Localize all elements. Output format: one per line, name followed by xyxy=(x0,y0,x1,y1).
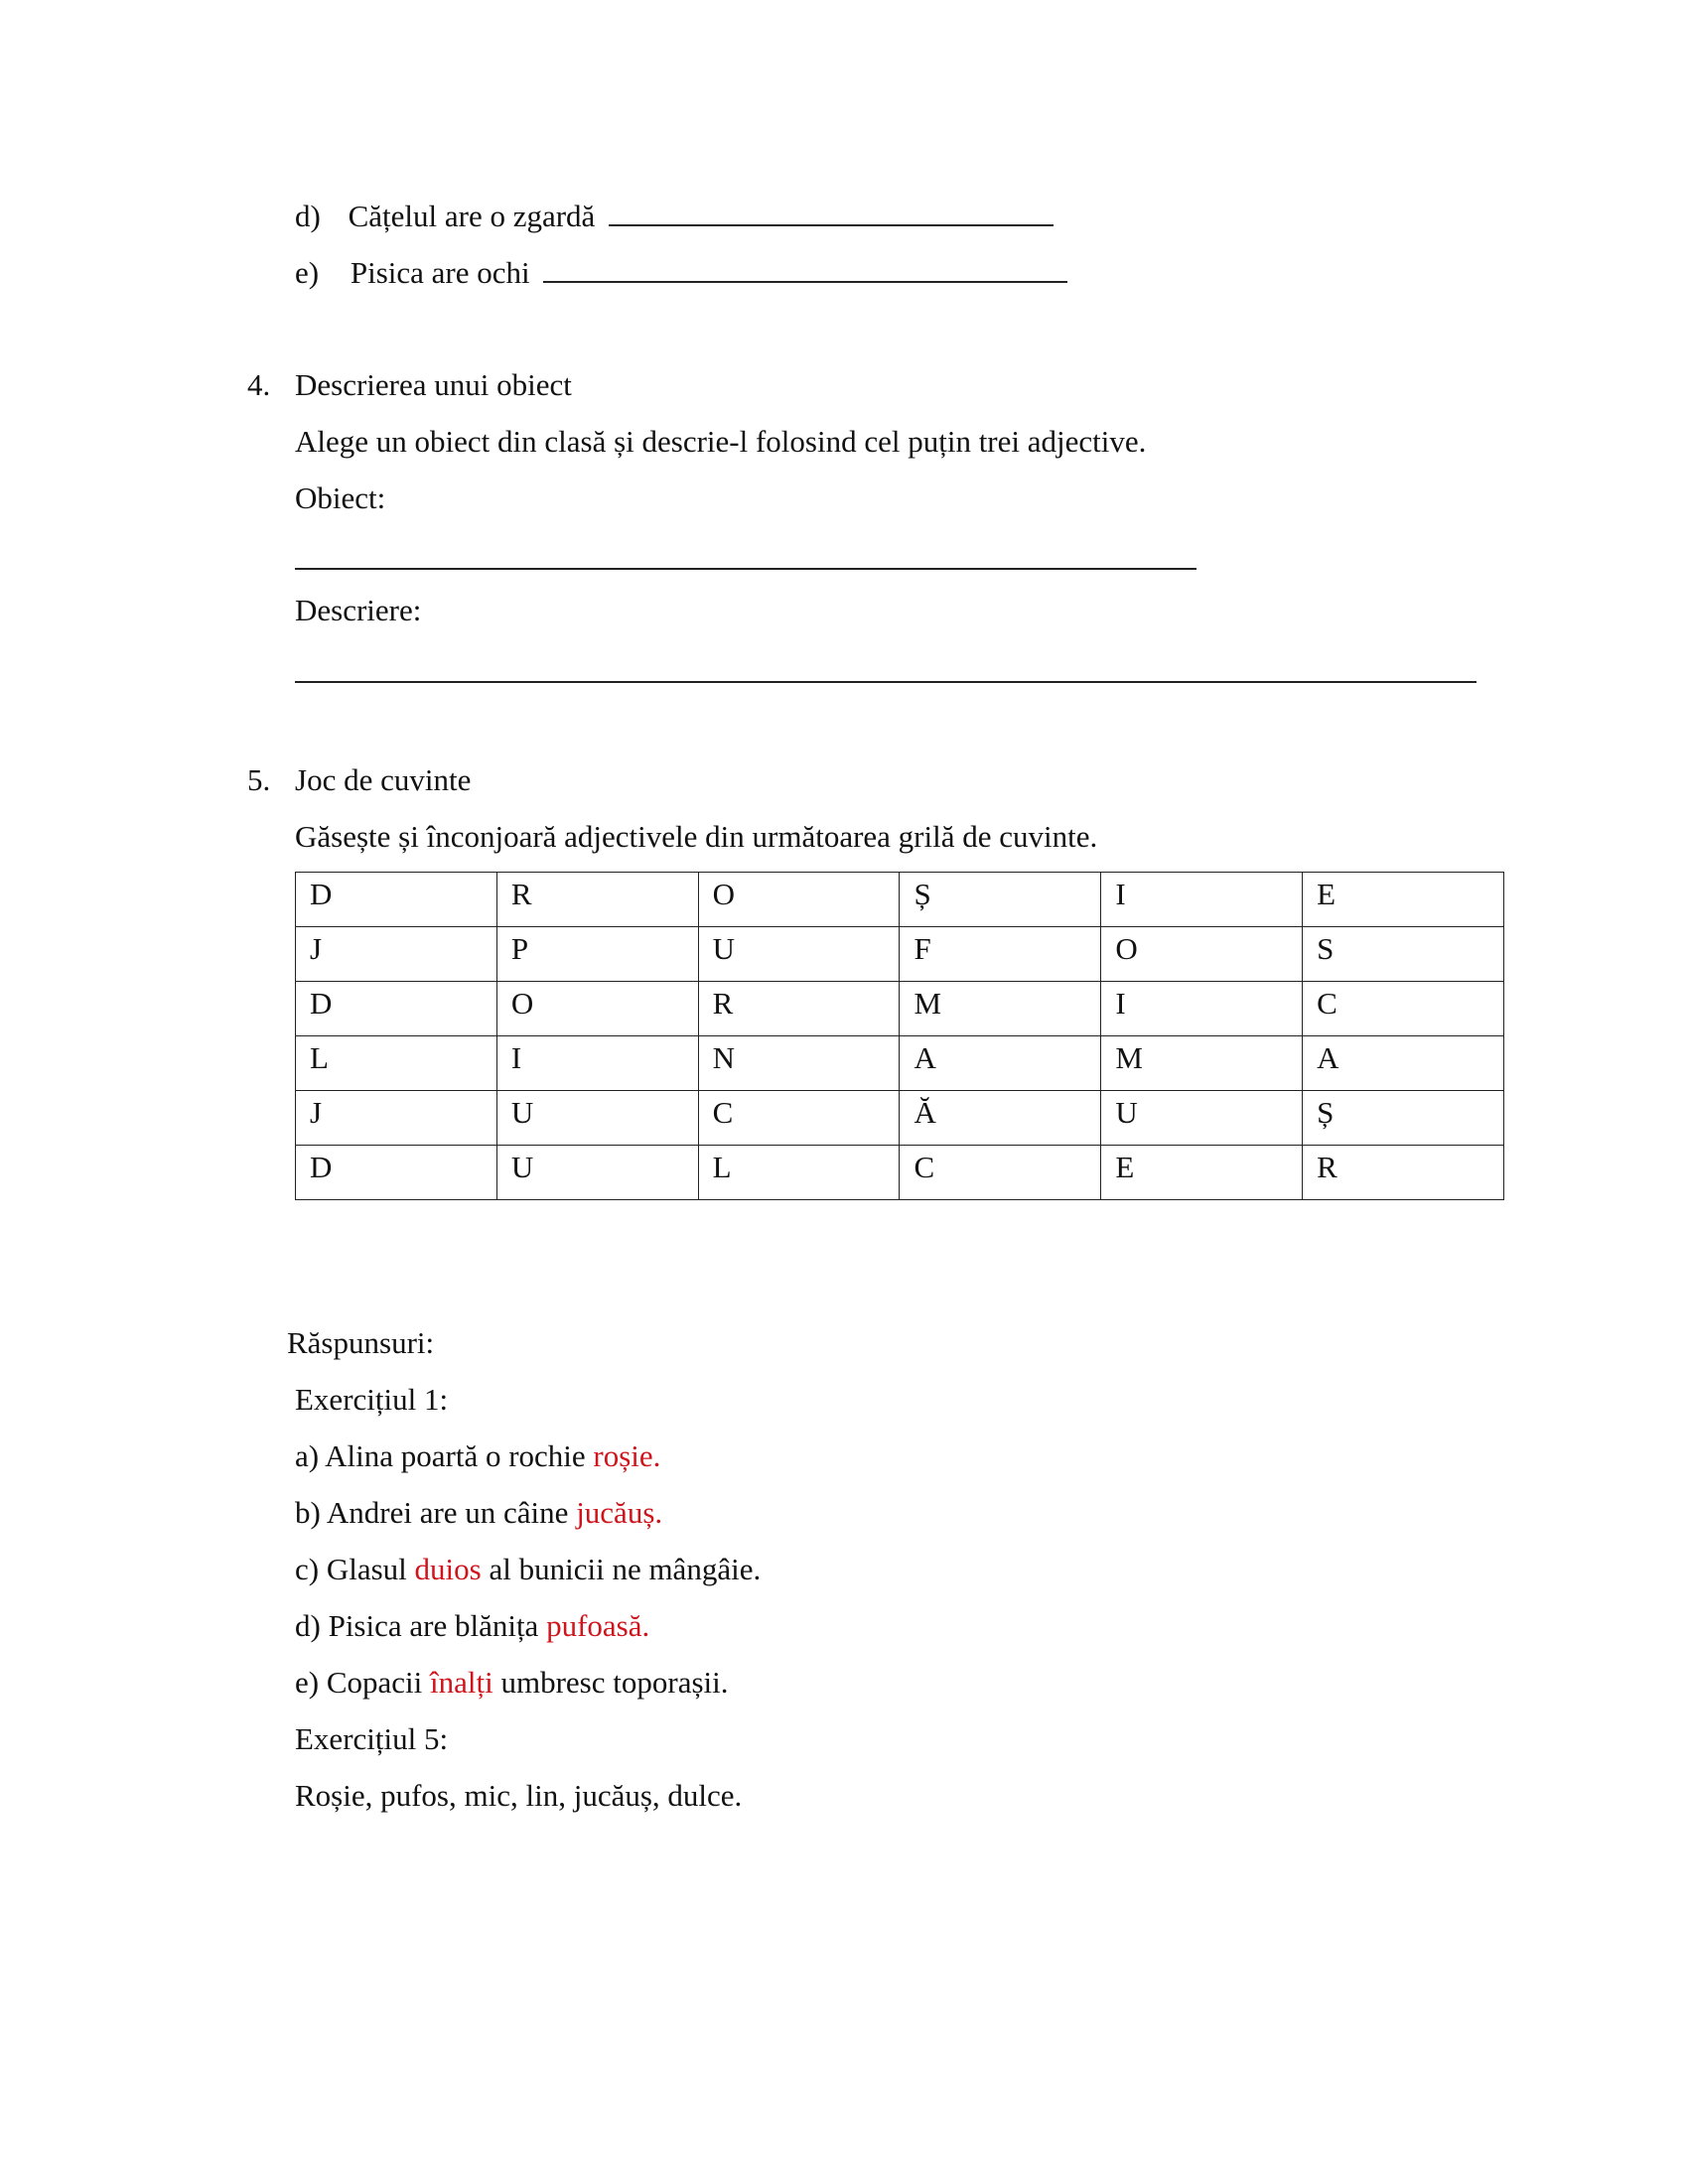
grid-cell[interactable]: D xyxy=(296,873,497,927)
grid-row xyxy=(296,1036,1504,1091)
grid-row xyxy=(296,927,1504,982)
exercise5-answers-text: Roșie, pufos, mic, lin, jucăuș, dulce. xyxy=(295,1778,743,1813)
highlighted-adjective: înalți xyxy=(430,1665,493,1700)
highlighted-adjective: duios xyxy=(414,1552,482,1586)
grid-cell[interactable]: N xyxy=(698,1036,900,1091)
grid-row xyxy=(296,1146,1504,1200)
highlighted-adjective: pufoasă. xyxy=(546,1608,650,1643)
grid-cell[interactable]: J xyxy=(296,927,497,982)
answer-line-e xyxy=(295,1665,729,1701)
grid-cell[interactable]: C xyxy=(698,1091,900,1146)
answer-text: b) Andrei are un câine xyxy=(295,1495,577,1530)
grid-cell[interactable]: R xyxy=(496,873,698,927)
grid-cell[interactable]: M xyxy=(900,982,1101,1036)
highlighted-adjective: roșie. xyxy=(593,1438,661,1473)
grid-cell[interactable]: U xyxy=(496,1091,698,1146)
grid-cell[interactable]: Ă xyxy=(900,1091,1101,1146)
item-label: d) xyxy=(295,199,321,233)
grid-row xyxy=(296,982,1504,1036)
grid-cell[interactable]: F xyxy=(900,927,1101,982)
grid-cell[interactable]: P xyxy=(496,927,698,982)
grid-cell[interactable]: C xyxy=(900,1146,1101,1200)
exercise5-answers-heading: Exercițiul 5: xyxy=(295,1721,449,1756)
description-label: Descriere: xyxy=(295,593,422,627)
answer-line-c xyxy=(295,1552,761,1587)
exercise5-title: Joc de cuvinte xyxy=(295,762,472,797)
grid-cell[interactable]: R xyxy=(1303,1146,1504,1200)
exercise5-instruction: Găsește și înconjoară adjectivele din următoarea grilă de cuvinte. xyxy=(295,819,1098,854)
highlighted-adjective: jucăuș. xyxy=(576,1495,663,1530)
answer-text: a) Alina poartă o rochie xyxy=(295,1438,594,1473)
grid-cell[interactable]: S xyxy=(1303,927,1504,982)
grid-cell[interactable]: I xyxy=(1101,982,1303,1036)
grid-cell[interactable]: I xyxy=(1101,873,1303,927)
exercise4-title: Descrierea unui obiect xyxy=(295,367,572,402)
grid-cell[interactable]: U xyxy=(1101,1091,1303,1146)
description-answer-line[interactable] xyxy=(295,681,1477,683)
answer-text: d) Pisica are blănița xyxy=(295,1608,547,1643)
grid-cell[interactable]: I xyxy=(496,1036,698,1091)
exercise1-answers-heading: Exercițiul 1: xyxy=(295,1382,449,1417)
answers-heading: Răspunsuri: xyxy=(287,1325,435,1360)
grid-cell[interactable]: O xyxy=(698,873,900,927)
grid-cell[interactable]: O xyxy=(1101,927,1303,982)
grid-cell[interactable]: D xyxy=(296,1146,497,1200)
object-answer-line[interactable] xyxy=(295,568,1196,570)
answer-text: e) Copacii xyxy=(295,1665,431,1700)
answer-blank[interactable] xyxy=(543,255,1067,283)
grid-cell[interactable]: J xyxy=(296,1091,497,1146)
exercise3-item-e xyxy=(295,255,1067,291)
answer-text: umbresc toporașii. xyxy=(492,1665,729,1700)
grid-cell[interactable]: O xyxy=(496,982,698,1036)
item-text: Pisica are ochi xyxy=(350,255,530,290)
grid-cell[interactable]: E xyxy=(1101,1146,1303,1200)
grid-cell[interactable]: U xyxy=(496,1146,698,1200)
word-search-grid xyxy=(295,872,1504,1200)
item-label: e) xyxy=(295,255,320,290)
grid-cell[interactable]: L xyxy=(698,1146,900,1200)
grid-cell[interactable]: L xyxy=(296,1036,497,1091)
grid-cell[interactable]: D xyxy=(296,982,497,1036)
answer-line-d xyxy=(295,1608,649,1644)
grid-cell[interactable]: Ș xyxy=(1303,1091,1504,1146)
grid-cell[interactable]: R xyxy=(698,982,900,1036)
grid-cell[interactable]: A xyxy=(1303,1036,1504,1091)
object-label: Obiect: xyxy=(295,480,386,515)
grid-cell[interactable]: A xyxy=(900,1036,1101,1091)
answer-blank[interactable] xyxy=(609,199,1054,226)
answer-text: c) Glasul xyxy=(295,1552,415,1586)
answer-text: al bunicii ne mângâie. xyxy=(481,1552,762,1586)
grid-cell[interactable]: Ș xyxy=(900,873,1101,927)
grid-cell[interactable]: E xyxy=(1303,873,1504,927)
item-text: Cățelul are o zgardă xyxy=(348,199,596,233)
grid-cell[interactable]: M xyxy=(1101,1036,1303,1091)
exercise3-item-d xyxy=(295,199,1054,234)
grid-cell[interactable]: C xyxy=(1303,982,1504,1036)
grid-cell[interactable]: U xyxy=(698,927,900,982)
answer-line-a xyxy=(295,1438,660,1474)
answer-line-b xyxy=(295,1495,662,1531)
grid-row xyxy=(296,1091,1504,1146)
exercise4-instruction: Alege un obiect din clasă și descrie-l folosind cel puțin trei adjective. xyxy=(295,424,1147,459)
grid-row xyxy=(296,873,1504,927)
exercise5-number: 5. xyxy=(247,762,271,797)
exercise4-number: 4. xyxy=(247,367,271,402)
